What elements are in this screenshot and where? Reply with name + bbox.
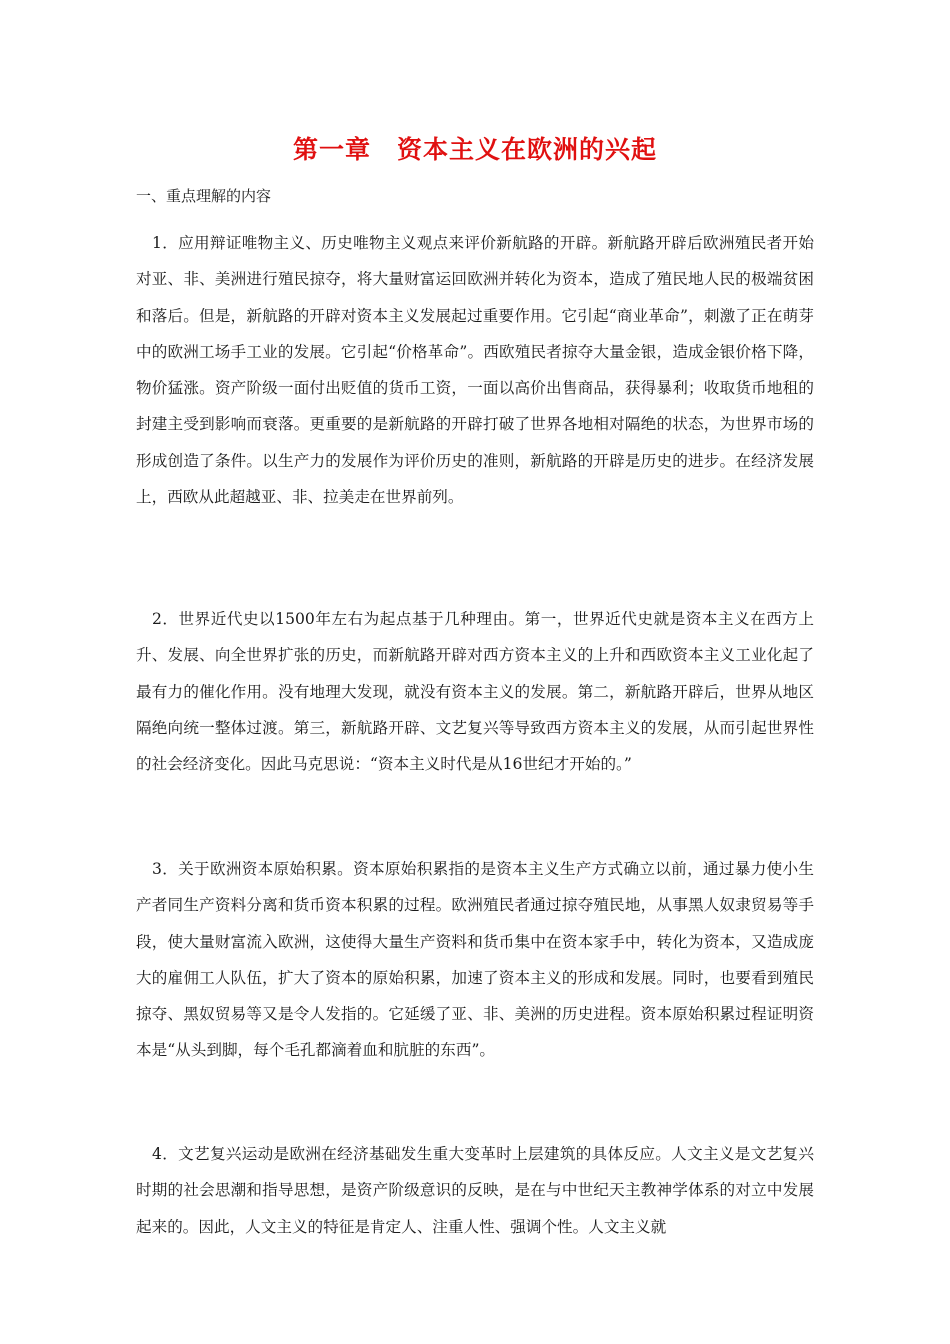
paragraph-4: 4．文艺复兴运动是欧洲在经济基础发生重大变革时上层建筑的具体反应。人文主义是文艺复兴时期的社会思潮和指导思想，是资产阶级意识的反映，是在与中世纪天主教神学体系的对立中发展起来的。因此，人文主义的特征是肯定人、注重人性、强调个性。人文主义就 (136, 1145, 814, 1236)
paragraph-2: 2．世界近代史以1500年左右为起点基于几种理由。第一，世界近代史就是资本主义在西方上升、发展、向全世界扩张的历史，而新航路开辟对西方资本主义的上升和西欧资本主义工业化起了最有力的催化作用。没有地理大发现，就没有资本主义的发展。第二，新航路开辟后，世界从地区隔绝向统一整体过渡。第三，新航路开辟、文艺复兴等导致西方资本主义的发展，从而引起世界性的社会经济变化。因此马克思说：“资本主义时代是从16世纪才开始的。” (136, 610, 814, 774)
section-heading: 一、重点理解的内容 (136, 187, 272, 205)
paragraph-3: 3．关于欧洲资本原始积累。资本原始积累指的是资本主义生产方式确立以前，通过暴力使小生产者同生产资料分离和货币资本积累的过程。欧洲殖民者通过掠夺殖民地，从事黑人奴隶贸易等手段，使大量财富流入欧洲，这使得大量生产资料和货币集中在资本家手中，转化为资本，又造成庞大的雇佣工人队伍，扩大了资本的原始积累，加速了资本主义的形成和发展。同时，也要看到殖民掠夺、黑奴贸易等又是令人发指的。它延缓了亚、非、美洲的历史进程。资本原始积累过程证明资本是“从头到脚，每个毛孔都滴着血和肮脏的东西”。 (136, 860, 814, 1060)
paragraph-1: 1．应用辩证唯物主义、历史唯物主义观点来评价新航路的开辟。新航路开辟后欧洲殖民者开始对亚、非、美洲进行殖民掠夺，将大量财富运回欧洲并转化为资本，造成了殖民地人民的极端贫困和落后。但是，新航路的开辟对资本主义发展起过重要作用。它引起“商业革命”，刺激了正在萌芽中的欧洲工场手工业的发展。它引起“价格革命”。西欧殖民者掠夺大量金银，造成金银价格下降，物价猛涨。资产阶级一面付出贬值的货币工资，一面以高价出售商品，获得暴利；收取货币地租的封建主受到影响而衰落。更重要的是新航路的开辟打破了世界各地相对隔绝的状态，为世界市场的形成创造了条件。以生产力的发展作为评价历史的准则，新航路的开辟是历史的进步。在经济发展上，西欧从此超越亚、非、拉美走在世界前列。 (136, 234, 814, 507)
chapter-title: 第一章 资本主义在欧洲的兴起 (292, 135, 657, 164)
